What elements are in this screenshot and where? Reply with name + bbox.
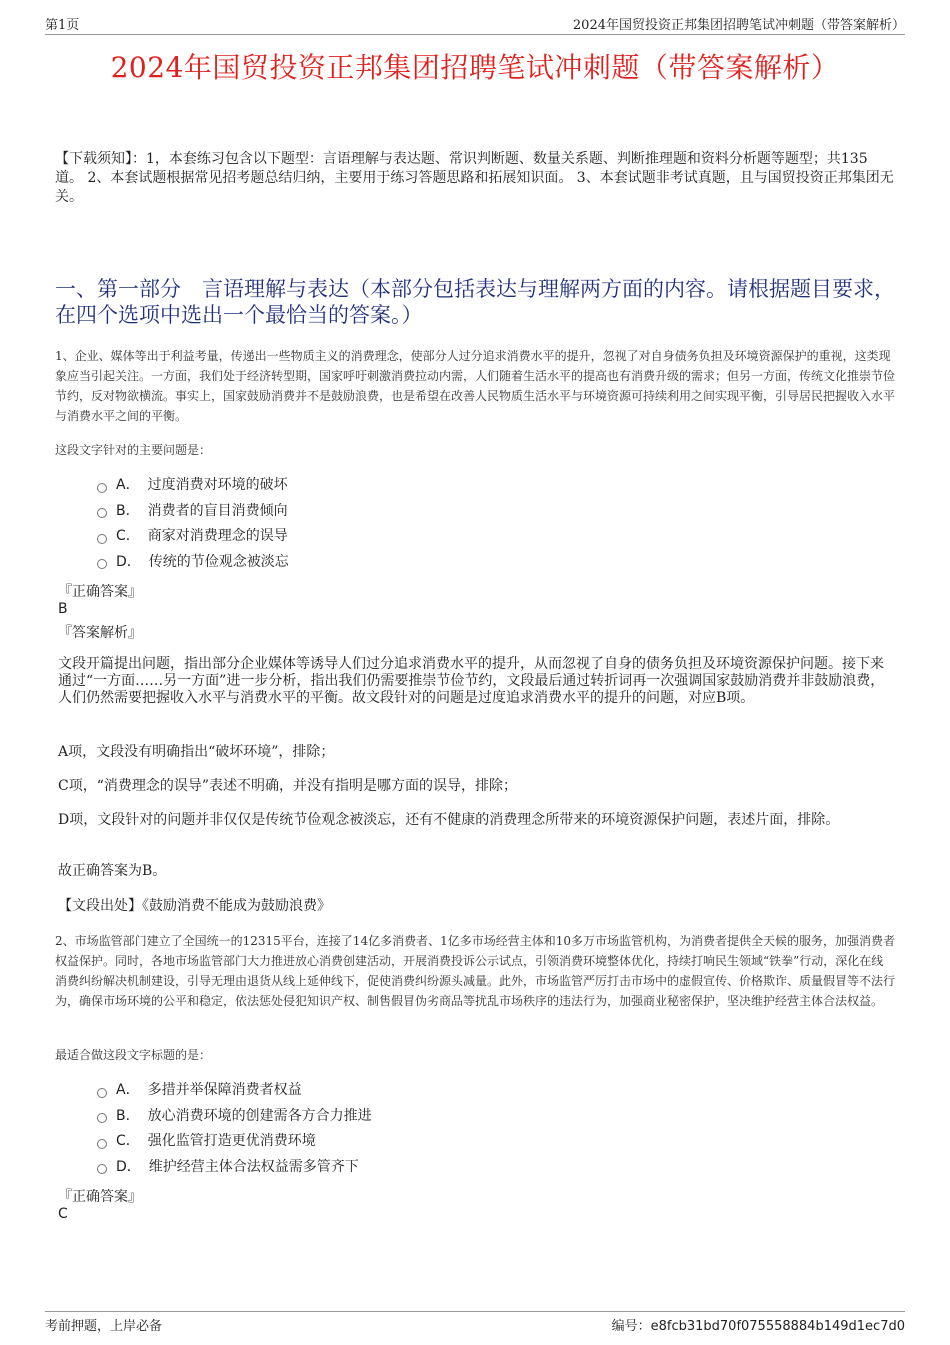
option-a[interactable]: A． 过度消费对环境的破坏 <box>97 473 289 499</box>
question-1-stem: 1、企业、媒体等出于利益考量，传递出一些物质主义的消费理念，使部分人过分追求消费水平的提升，忽视了对自身债务负担及环境资源保护的重视，这类现象应当引起关注。一方面，我们处于经济转型期，国家呼吁刺激消费拉动内需，人们随着生活水平的提高也有消费升级的需求；但另一方面，传统文化推崇节俭节约，反对物欲横流。事实上，国家鼓励消费并不是鼓励浪费，也是希望在改善人民物质生活水平与环境资源可持续利用之间实现平衡，引导居民把握收入水平与消费水平之间的平衡。 <box>55 349 896 423</box>
question-2-stem: 2、市场监管部门建立了全国统一的12315平台，连接了14亿多消费者、1亿多市场经营主体和10多万市场监管机构，为消费者提供全天候的服务，加强消费者权益保护。同时，各地市场监管部门大力推进放心消费创建活动，开展消费投诉公示试点，引领消费环境整体优化，持续打响民生领域“铁拳”行动，深化在线消费纠纷解决机制建设，引导无理由退货从线上延伸线下，促使消费纠纷源头减量。此外，市场监管严厉打击市场中的虚假宣传、价格欺诈、质量假冒等不法行为，确保市场环境的公平和稳定，依法惩处侵犯知识产权、制售假冒伪劣商品等扰乱市场秩序的违法行为，加强商业秘密保护，坚决维护经营主体合法权益。 <box>55 934 896 1008</box>
option-d[interactable]: D． 传统的节俭观念被淡忘 <box>97 550 289 576</box>
radio-icon[interactable] <box>97 1088 107 1098</box>
question-2-prompt: 最适合做这段文字标题的是： <box>55 1048 212 1062</box>
option-d[interactable]: D． 维护经营主体合法权益需多管齐下 <box>97 1155 372 1181</box>
footer-slogan: 考前押题，上岸必备 <box>45 1319 163 1334</box>
option-c[interactable]: C． 强化监管打造更优消费环境 <box>97 1129 372 1155</box>
analysis-paragraph: A项，文段没有明确指出“破坏环境”，排除； <box>58 744 335 760</box>
radio-icon[interactable] <box>97 508 107 518</box>
answer-heading: 『正确答案』 <box>58 584 142 600</box>
question-1-options <box>97 473 289 575</box>
analysis-heading: 『答案解析』 <box>58 625 142 641</box>
radio-icon[interactable] <box>97 559 107 569</box>
option-b[interactable]: B． 消费者的盲目消费倾向 <box>97 499 289 525</box>
analysis-conclusion: 故正确答案为B。 <box>58 863 167 879</box>
option-a[interactable]: A． 多措并举保障消费者权益 <box>97 1078 372 1104</box>
source-citation: 【文段出处】《鼓励消费不能成为鼓励浪费》 <box>58 898 331 914</box>
footer-code: 编号：e8fcb31bd70f075558884b149d1ec7d0 <box>611 1319 905 1334</box>
question-2-options <box>97 1078 372 1180</box>
radio-icon[interactable] <box>97 1113 107 1123</box>
option-b[interactable]: B． 放心消费环境的创建需各方合力推进 <box>97 1104 372 1130</box>
analysis-paragraph: C项，“消费理念的误导”表述不明确，并没有指明是哪方面的误导，排除； <box>58 778 518 794</box>
page-footer <box>45 1311 905 1335</box>
header-doc-title: 2024年国贸投资正邦集团招聘笔试冲刺题（带答案解析） <box>572 18 905 33</box>
answer-value: C <box>58 1206 68 1222</box>
radio-icon[interactable] <box>97 1139 107 1149</box>
page-number: 第1页 <box>45 18 80 33</box>
radio-icon[interactable] <box>97 483 107 493</box>
option-c[interactable]: C． 商家对消费理念的误导 <box>97 524 289 550</box>
analysis-paragraph: 文段开篇提出问题，指出部分企业媒体等诱导人们过分追求消费水平的提升，从而忽视了自身的债务负担及环境资源保护问题。接下来通过“一方面……另一方面”进一步分析，指出我们仍需要推崇节俭节约，文段最后通过转折词再一次强调国家鼓励消费并非鼓励浪费，人们仍然需要把握收入水平与消费水平的平衡。故文段针对的问题是过度追求消费水平的提升的问题，对应B项。 <box>58 656 885 706</box>
analysis-paragraph: D项，文段针对的问题并非仅仅是传统节俭观念被淡忘，还有不健康的消费理念所带来的环境资源保护问题，表述片面，排除。 <box>58 812 840 828</box>
radio-icon[interactable] <box>97 534 107 544</box>
answer-heading: 『正确答案』 <box>58 1189 142 1205</box>
section-heading: 一、第一部分 言语理解与表达（本部分包括表达与理解两方面的内容。请根据题目要求，在四个选项中选出一个最恰当的答案。） <box>55 277 895 327</box>
radio-icon[interactable] <box>97 1164 107 1174</box>
document-title: 2024年国贸投资正邦集团招聘笔试冲刺题（带答案解析） <box>110 51 840 84</box>
download-notice: 【下载须知】：1，本套练习包含以下题型：言语理解与表达题、常识判断题、数量关系题、判断推理题和资料分析题等题型；共135道。 2、本套试题根据常见招考题总结归纳，主要用于练习答题思路和拓展知识面。 3、本套试题非考试真题，且与国贸投资正邦集团无关。 <box>55 151 894 205</box>
page-header <box>45 14 905 35</box>
answer-value: B <box>58 601 68 617</box>
question-1-prompt: 这段文字针对的主要问题是： <box>55 443 212 457</box>
